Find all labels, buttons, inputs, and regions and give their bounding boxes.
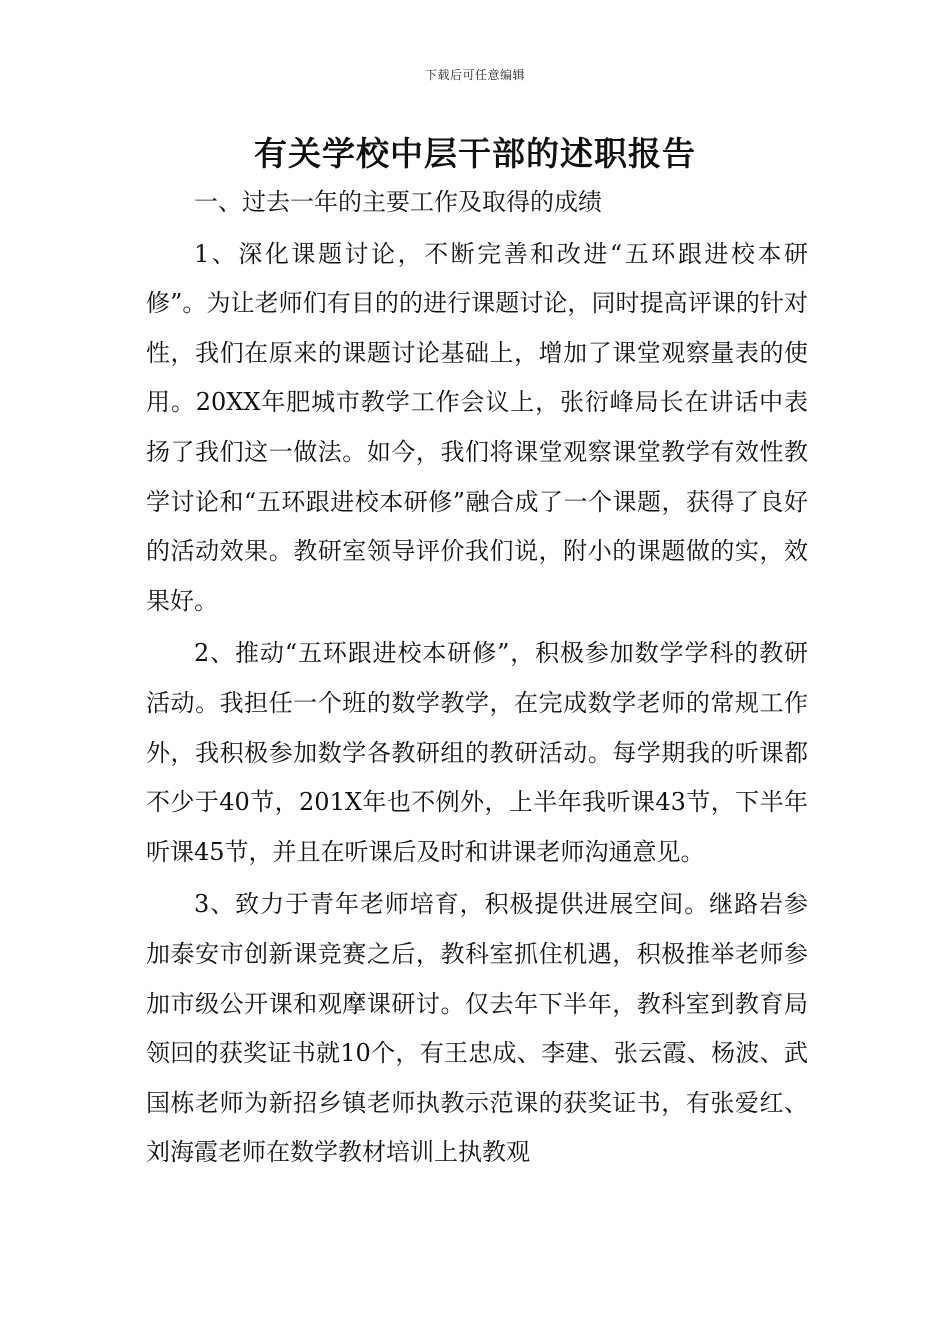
- section-heading: 一、过去一年的主要工作及取得的成绩: [194, 188, 602, 216]
- header-note: 下载后可任意编辑: [424, 68, 525, 82]
- document-title: 有关学校中层干部的述职报告: [254, 134, 696, 173]
- paragraph-2: 2、推动“五环跟进校本研修”，积极参加数学学科的教研活动。我担任一个班的数学教学，在完成数学老师的常规工作外，我积极参加数学各教研组的教研活动。每学期我的听课都不少于40节，201X年也不例外，上半年我听课43节，下半年听课45节，并且在听课后及时和讲课老师沟通意见。: [146, 639, 808, 866]
- document-body: [146, 178, 808, 1178]
- paragraph-3: 3、致力于青年老师培育，积极提供进展空间。继路岩参加泰安市创新课竞赛之后，教科室抓住机遇，积极推举老师参加市级公开课和观摩课研讨。仅去年下半年，教科室到教育局领回的获奖证书就10个，有王忠成、李建、张云霞、杨波、武国栋老师为新招乡镇老师执教示范课的获奖证书，有张爱红、刘海霞老师在数学教材培训上执教观: [146, 890, 808, 1167]
- paragraph-1: 1、深化课题讨论，不断完善和改进“五环跟进校本研修”。为让老师们有目的的进行课题讨论，同时提高评课的针对性，我们在原来的课题讨论基础上，增加了课堂观察量表的使用。20XX年肥城市教学工作会议上，张衍峰局长在讲话中表扬了我们这一做法。如今，我们将课堂观察课堂教学有效性教学讨论和“五环跟进校本研修”融合成了一个课题，获得了良好的活动效果。教研室领导评价我们说，附小的课题做的实，效果好。: [146, 239, 808, 615]
